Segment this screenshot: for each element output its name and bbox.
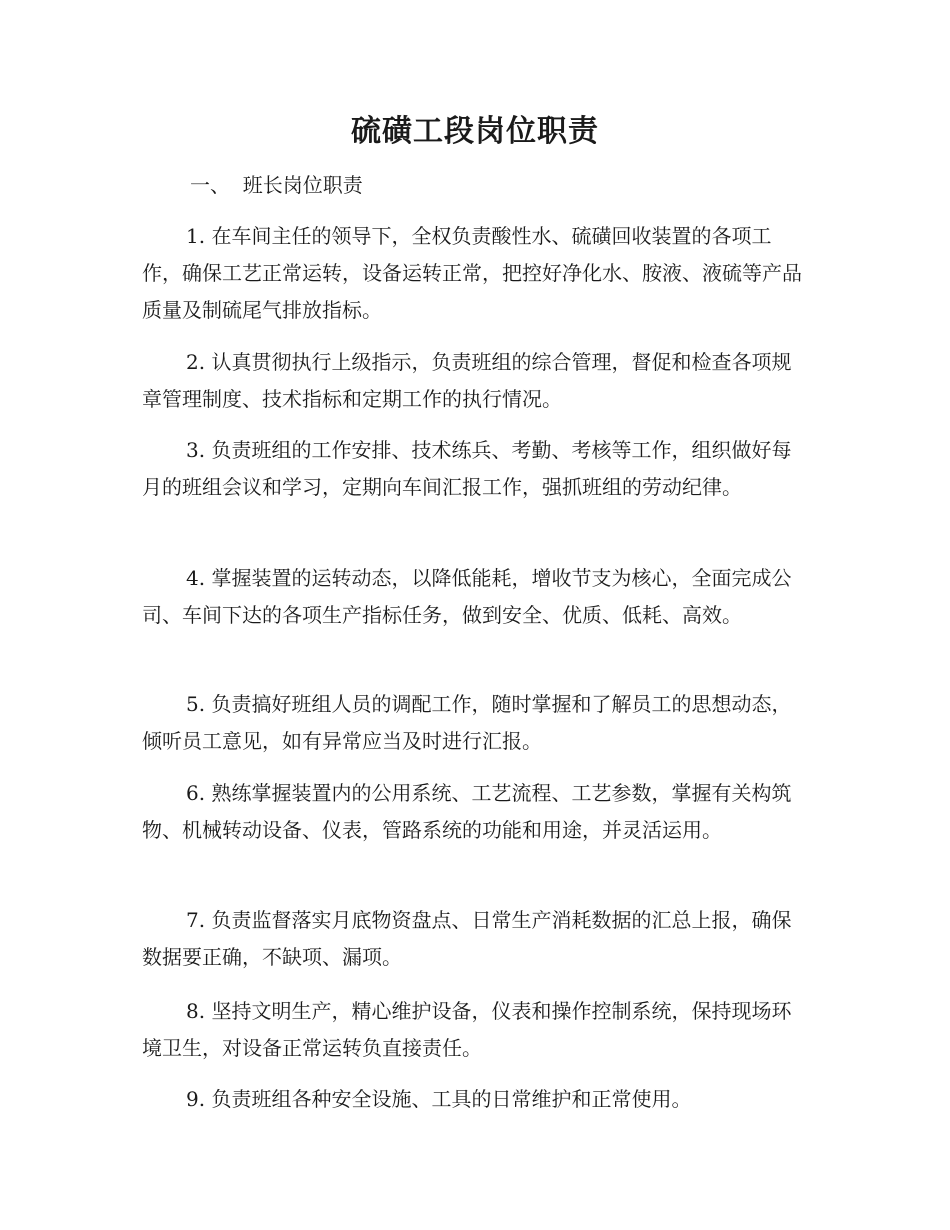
document-title: 硫磺工段岗位职责: [351, 114, 599, 149]
item-text: 掌握装置的运转动态，以降低能耗，增收节支为核心，全面完成公司、车间下达的各项生产指标任务，做到安全、优质、低耗、高效。: [142, 566, 792, 627]
item-number: 7.: [186, 908, 206, 932]
duty-item-9: [142, 1081, 810, 1118]
item-number: 4.: [186, 566, 206, 590]
duty-item-5: [142, 686, 810, 760]
item-number: 8.: [186, 999, 206, 1023]
item-number: 1.: [186, 224, 206, 248]
item-number: 9.: [186, 1087, 206, 1111]
item-number: 2.: [186, 350, 206, 374]
item-text: 负责监督落实月底物资盘点、日常生产消耗数据的汇总上报，确保数据要正确，不缺项、漏项。: [142, 908, 792, 969]
duty-item-7: [142, 902, 810, 976]
item-number: 3.: [186, 438, 206, 462]
duty-item-3: [142, 432, 810, 506]
section-heading: 一、 班长岗位职责: [190, 173, 363, 197]
item-number: 6.: [186, 781, 206, 805]
duty-item-6: [142, 775, 810, 849]
item-text: 负责班组的工作安排、技术练兵、考勤、考核等工作，组织做好每月的班组会议和学习，定期向车间汇报工作，强抓班组的劳动纪律。: [142, 438, 792, 499]
item-number: 5.: [186, 692, 206, 716]
duty-item-8: [142, 993, 810, 1067]
duty-item-1: [142, 218, 810, 329]
duty-item-2: [142, 344, 810, 418]
item-text: 认真贯彻执行上级指示，负责班组的综合管理，督促和检查各项规章管理制度、技术指标和定期工作的执行情况。: [142, 350, 792, 411]
item-text: 坚持文明生产，精心维护设备，仪表和操作控制系统，保持现场环境卫生，对设备正常运转负直接责任。: [142, 999, 792, 1060]
item-text: 负责搞好班组人员的调配工作，随时掌握和了解员工的思想动态，倾听员工意见，如有异常应当及时进行汇报。: [142, 692, 792, 753]
duty-item-4: [142, 560, 810, 634]
item-text: 负责班组各种安全设施、工具的日常维护和正常使用。: [211, 1087, 692, 1111]
item-text: 在车间主任的领导下，全权负责酸性水、硫磺回收装置的各项工作，确保工艺正常运转，设备运转正常，把控好净化水、胺液、液硫等产品质量及制硫尾气排放指标。: [142, 224, 802, 322]
item-text: 熟练掌握装置内的公用系统、工艺流程、工艺参数，掌握有关构筑物、机械转动设备、仪表，管路系统的功能和用途，并灵活运用。: [142, 781, 792, 842]
